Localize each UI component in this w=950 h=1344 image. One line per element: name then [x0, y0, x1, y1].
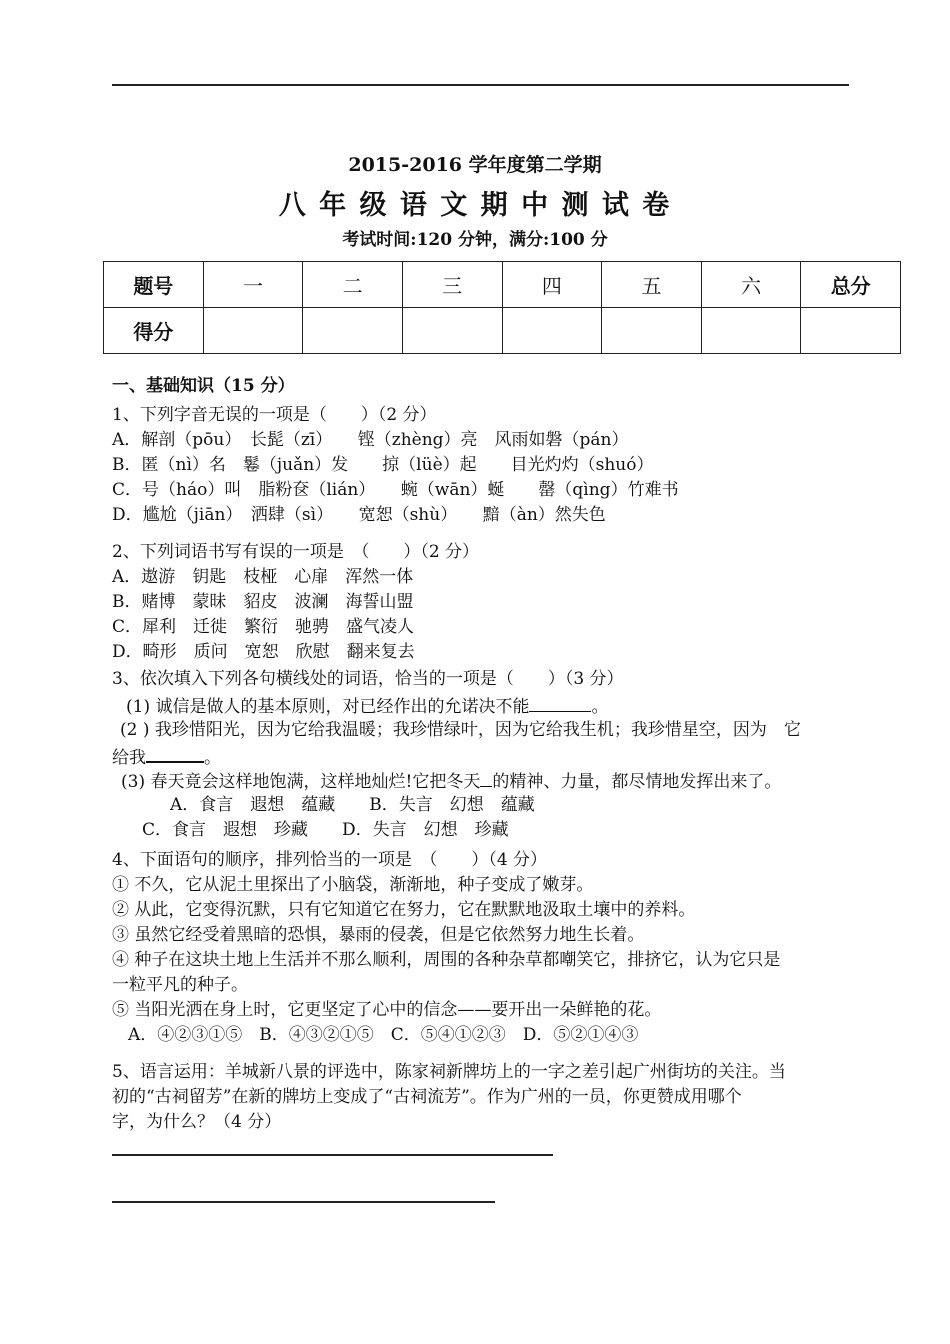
q5-text-line-2: 初的“古祠留芳”在新的牌坊上变成了“古祠流芳”。作为广州的一员，你更赞成用哪个	[112, 1087, 742, 1107]
score-cell[interactable]	[701, 308, 801, 354]
q3-s3-text: (3) 春天竟会这样地饱满，这样地灿烂!它把冬天	[121, 772, 481, 792]
score-cell[interactable]	[402, 308, 502, 354]
score-header-cell: 题号	[104, 262, 204, 308]
q2-option-d: D．畸形 质问 宽恕 欣慰 翻来复去	[112, 642, 415, 662]
score-header-cell: 二	[303, 262, 403, 308]
q4-sentence-1: ① 不久，它从泥土里探出了小脑袋，渐渐地，种子变成了嫩芽。	[112, 875, 594, 895]
q3-sentence-1	[126, 693, 608, 719]
score-header-cell: 四	[502, 262, 602, 308]
q4-sentence-4-line-1: ④ 种子在这块土地上生活并不那么顺利，周围的各种杂草都嘲笑它，排挤它，认为它只是	[112, 950, 781, 970]
exam-title: 八 年 级 语 文 期 中 测 试 卷	[278, 190, 672, 221]
q1-option-a: A．解剖（pōu） 长髭（zī） 铿（zhèng）亮 风雨如磐（pán）	[112, 430, 629, 450]
q3-s1-end: 。	[591, 697, 609, 717]
q5-text-line-3: 字，为什么？（4 分）	[112, 1112, 282, 1132]
q3-s2-end: 。	[204, 748, 221, 768]
score-header-cell: 六	[701, 262, 801, 308]
q4-options: A．④②③①⑤ B．④③②①⑤ C．⑤④①②③ D．⑤②①④③	[128, 1025, 639, 1045]
q4-stem: 4、下面语句的顺序，排列恰当的一项是 （ ）（4 分）	[112, 850, 548, 870]
q5-answer-line-1[interactable]	[112, 1154, 553, 1156]
score-cell[interactable]	[502, 308, 602, 354]
q3-s3-blank[interactable]	[480, 768, 492, 787]
q3-s1-blank[interactable]	[529, 693, 591, 712]
score-cell[interactable]	[203, 308, 303, 354]
q1-option-b: B．匿（nì）名 鬈（juǎn）发 掠（lüè）起 目光灼灼（shuó）	[112, 455, 654, 475]
q4-sentence-5: ⑤ 当阳光洒在身上时，它更坚定了心中的信念——要开出一朵鲜艳的花。	[112, 1000, 662, 1020]
q2-option-b: B．赌博 蒙昧 貂皮 波澜 海誓山盟	[112, 592, 414, 612]
q4-sentence-3: ③ 虽然它经受着黑暗的恐惧，暴雨的侵袭，但是它依然努力地生长着。	[112, 925, 645, 945]
q1-option-c: C．号（háo）叫 脂粉奁（lián） 蜿（wān）蜒 罄（qìng）竹难书	[112, 480, 679, 500]
q3-sentence-3	[121, 768, 781, 794]
score-cell[interactable]	[303, 308, 403, 354]
exam-meta: 考试时间:120 分钟，满分:100 分	[342, 230, 608, 250]
q3-s2-text: 给我	[112, 748, 146, 768]
q2-option-a: A．遨游 钥匙 枝桠 心扉 浑然一体	[112, 567, 414, 587]
q2-stem: 2、下列词语书写有误的一项是 （ ）（2 分）	[112, 542, 480, 562]
score-header-cell: 五	[602, 262, 702, 308]
q5-answer-line-2[interactable]	[112, 1201, 495, 1203]
q3-options-ab: A．食言 遐想 蕴藏 B．失言 幻想 蕴藏	[170, 795, 535, 815]
q5-text-line-1: 5、语言运用：羊城新八景的评选中，陈家祠新牌坊上的一字之差引起广州街坊的关注。当	[112, 1062, 786, 1082]
score-table	[103, 261, 901, 354]
score-table-header-row	[104, 262, 901, 308]
score-cell[interactable]	[801, 308, 901, 354]
q3-s1-text: (1) 诚信是做人的基本原则，对已经作出的允诺决不能	[126, 697, 530, 717]
q3-stem: 3、依次填入下列各句横线处的词语，恰当的一项是（ ）（3 分）	[112, 669, 624, 689]
score-header-cell: 三	[402, 262, 502, 308]
score-cell[interactable]	[602, 308, 702, 354]
q3-s3-end: 的精神、力量，都尽情地发挥出来了。	[492, 772, 782, 792]
score-header-cell: 总分	[801, 262, 901, 308]
q3-options-cd: C．食言 遐想 珍藏 D．失言 幻想 珍藏	[142, 820, 509, 840]
q4-sentence-4-line-2: 一粒平凡的种子。	[112, 975, 248, 995]
section1-title: 一、基础知识（15 分）	[112, 376, 295, 396]
q4-sentence-2: ② 从此，它变得沉默，只有它知道它在努力，它在默默地汲取土壤中的养料。	[112, 900, 696, 920]
exam-year: 2015-2016 学年度第二学期	[348, 154, 602, 176]
q3-s2-blank[interactable]	[146, 743, 204, 763]
q3-sentence-2-line-1: (2 ) 我珍惜阳光，因为它给我温暖；我珍惜绿叶，因为它给我生机；我珍惜星空，因为 它	[120, 720, 801, 740]
header-rule	[112, 84, 849, 86]
score-row-label: 得分	[104, 308, 204, 354]
q1-stem: 1、下列字音无误的一项是（ ）（2 分）	[112, 405, 437, 425]
score-table-score-row	[104, 308, 901, 354]
q2-option-c: C．犀利 迁徙 繁衍 驰骋 盛气凌人	[112, 617, 415, 637]
score-header-cell: 一	[203, 262, 303, 308]
q1-option-d: D．尴尬（jiān） 洒肆（sì） 宽恕（shù） 黯（àn）然失色	[112, 505, 606, 525]
q3-sentence-2-line-2	[112, 743, 221, 770]
